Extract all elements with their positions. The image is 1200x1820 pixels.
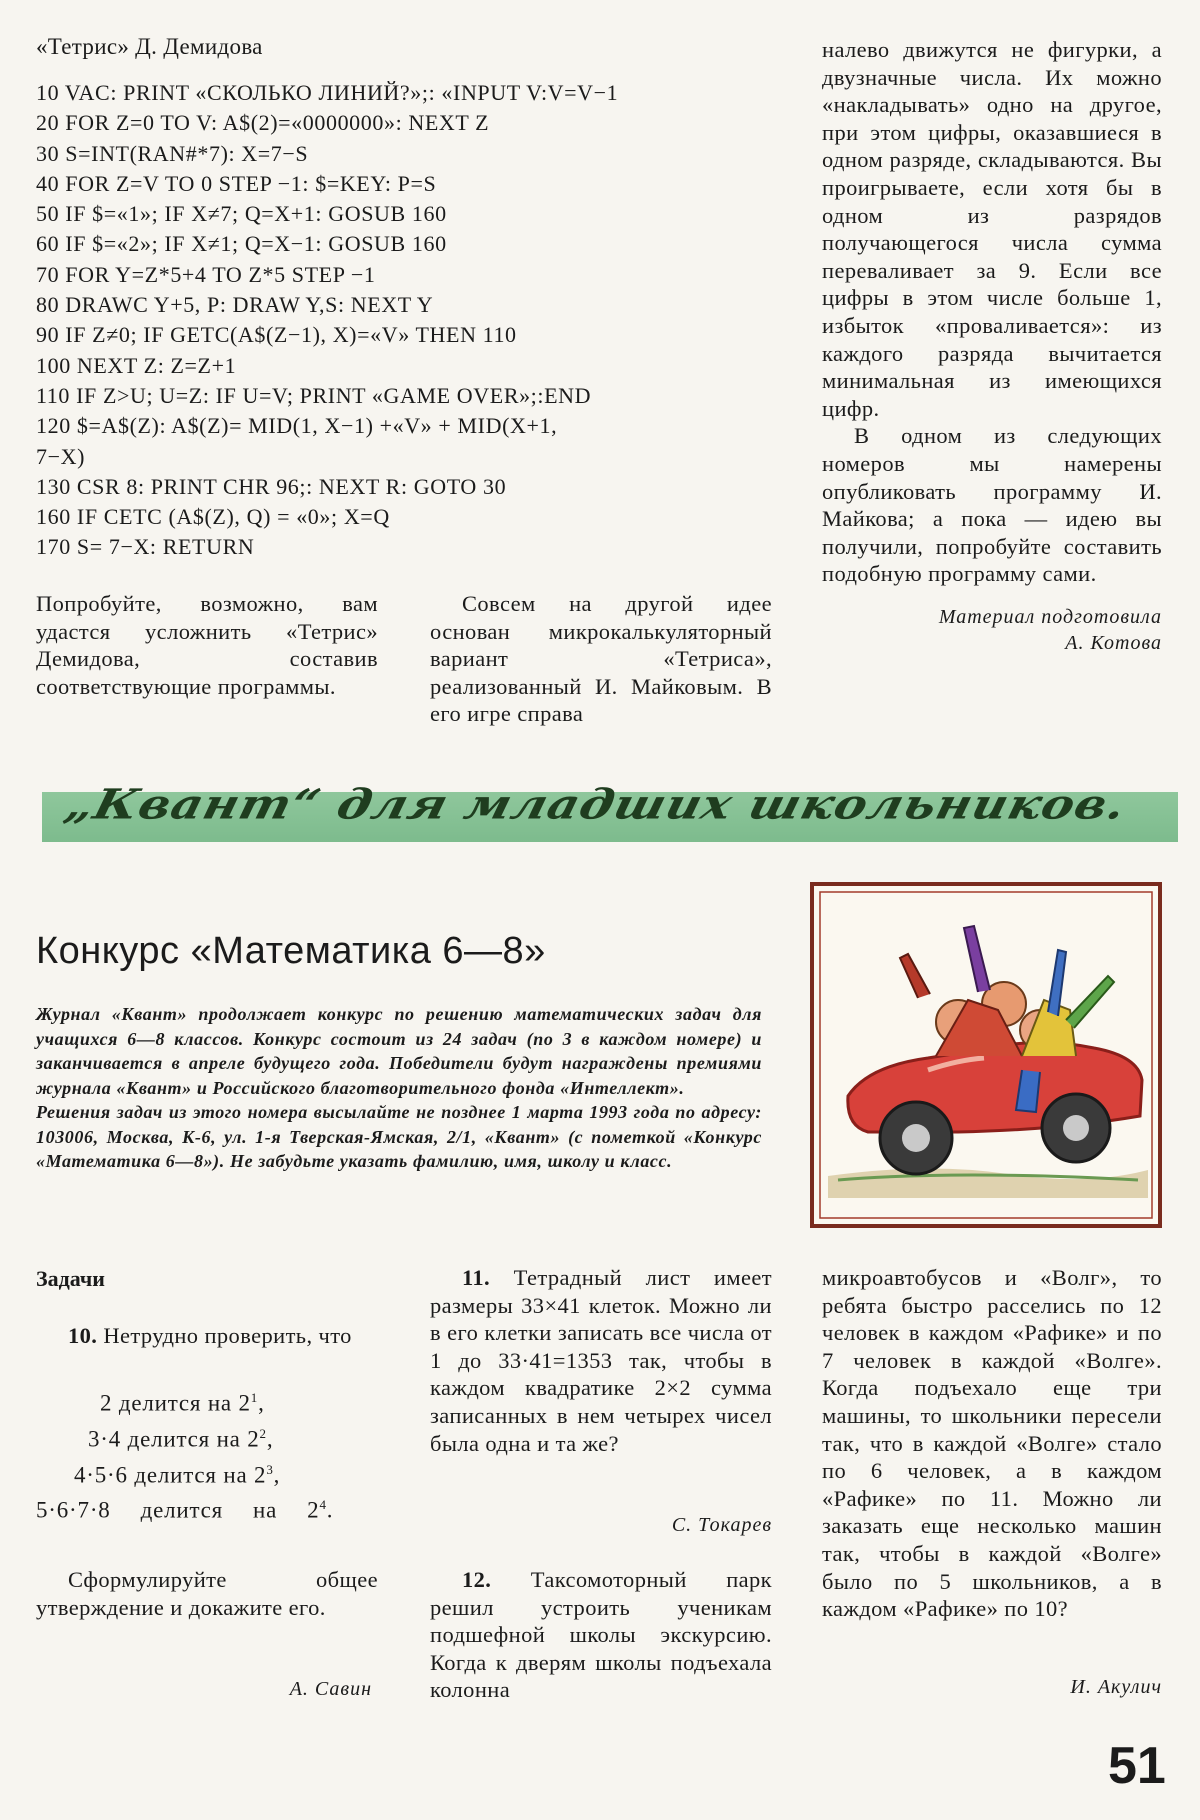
code-line: 10 VAC: PRINT «СКОЛЬКО ЛИНИЙ?»;: «INPUT V:V=V−1 <box>36 80 619 105</box>
code-line: 170 S= 7−X: RETURN <box>36 534 255 560</box>
divisibility-text: 3·4 делится на 2 <box>88 1426 260 1452</box>
code-line: 20 FOR Z=0 TO V: A$(2)=«0000000»: NEXT Z <box>36 110 490 136</box>
problem-12-continued: микроавтобусов и «Волг», то ребята быстро расселись по 12 человек в каждом «Рафике» и по 7 человек в каждой «Волге». Когда подъехало еще три машины, то школьники пересели так, что в каждой «Волге» стало по 6 человек, а в каждом «Рафике» по 11. Можно ли заказать еще несколько машин так, чтобы в каждой «Волге» было по 5 школьников, а в каждом «Рафике» по 10? <box>822 1265 1162 1622</box>
contest-address-text: Решения задач из этого номера высылайте не позднее 1 марта 1993 года по адресу: 103006, Москва, К-6, ул. 1-я Тверская-Ямская, 2/1, «Квант» (с пометкой «Конкурс «Математика 6—8»). Не забудьте указать фамилию, имя, школу и класс. <box>36 1102 762 1171</box>
code-line: 50 IF $=«1»; IF X≠7; Q=X+1: GOSUB 160 <box>36 201 447 227</box>
code-line: 100 NEXT Z: Z=Z+1 <box>36 352 237 378</box>
car-drawing <box>808 880 1164 1230</box>
code-line: 110 IF Z>U; U=Z: IF U=V; PRINT «GAME OVER»;:END <box>36 382 592 408</box>
problem-12 <box>430 1566 772 1704</box>
code-line: 70 FOR Y=Z*5+4 TO Z*5 STEP −1 <box>36 261 376 287</box>
problem-12-text: Таксомоторный парк решил устроить ученикам подшефной школы экскурсию. Когда к дверям школы подъехала колонна <box>430 1567 773 1703</box>
problem-11-number: 11. <box>462 1265 491 1290</box>
exponent: 1 <box>250 1390 259 1405</box>
contest-intro <box>36 1002 762 1174</box>
problem-11 <box>430 1264 772 1457</box>
code-line: 160 IF CETC (A$(Z), Q) = «0»; X=Q <box>36 504 390 530</box>
exponent: 3 <box>266 1462 274 1477</box>
punctuation: . <box>326 1497 334 1523</box>
problem-11-author: С. Токарев <box>671 1514 772 1536</box>
contest-intro-text: Журнал «Квант» продолжает конкурс по решению математических задач для учащихся 6—8 классов. Конкурс состоит из 24 задач (по 3 в каждом номере) и заканчивается в апреле будущего года. Победители будут награждены премиями журнала «Квант» и Российского благотворительного фонда «Интеллект». <box>36 1004 762 1098</box>
program-listing <box>36 78 776 563</box>
problem-10-task: Сформулируйте общее утверждение и докажите его. <box>36 1567 378 1620</box>
code-line: 130 CSR 8: PRINT CHR 96;: NEXT R: GOTO 30 <box>36 473 507 499</box>
code-line: 80 DRAWC Y+5, P: DRAW Y,S: NEXT Y <box>36 292 434 318</box>
problem-12-number: 12. <box>462 1567 492 1592</box>
maikov-paragraph: Совсем на другой идее основан микрокалькуляторный вариант «Тетриса», реализованный И. Майковым. В его игре справа <box>430 591 772 727</box>
divisibility-text: 2 делится на 2 <box>100 1390 251 1416</box>
exponent: 4 <box>319 1497 327 1512</box>
children-car-illustration <box>808 880 1164 1230</box>
credit-author: А. Котова <box>1065 631 1162 654</box>
code-line: 90 IF Z≠0; IF GETC(A$(Z−1), X)=«V» THEN 110 <box>36 322 517 348</box>
section-banner-title: „Квант“ для младших школьников. <box>60 780 1132 829</box>
problem-10-text: Нетрудно проверить, что <box>103 1323 352 1348</box>
punctuation: , <box>266 1426 274 1452</box>
publish-paragraph: В одном из следующих номеров мы намерены опубликовать программу И. Майкова; а пока — идею вы получили, попробуйте составить подобную программу сами. <box>822 423 1162 587</box>
contest-title: Конкурс «Математика 6—8» <box>36 930 546 972</box>
program-title: «Тетрис» Д. Демидова <box>36 34 263 59</box>
divisibility-line <box>36 1487 378 1529</box>
maikov-game-paragraph: налево движутся не фигурки, а двузначные числа. Их можно «накладывать» одно на другое, при этом цифры, оказавшиеся в одном разряде, складываются. Вы проигрываете, если хотя бы в одном из разрядов получающегося числа сумма переваливает за 9. Если все цифры в этом числе больше 1, избыток «проваливается»: из каждого разряда вычитается минимальная из имеющихся цифр. <box>822 37 1162 421</box>
divisibility-word: на <box>253 1497 278 1523</box>
divisibility-text: 4·5·6 делится на 2 <box>74 1462 267 1488</box>
punctuation: , <box>258 1390 265 1416</box>
divisibility-base: 2 <box>307 1497 320 1523</box>
problem-11-text: Тетрадный лист имеет размеры 33×41 клеток. Можно ли в его клетки записать все числа от 1 до 33·41=1353 так, чтобы в каждом квадратике 2×2 сумма записанных в нем четырех чисел была одна и та же? <box>430 1265 772 1456</box>
divisibility-product: 5·6·7·8 <box>36 1497 111 1523</box>
code-line: 30 S=INT(RAN#*7): X=7−S <box>36 140 309 166</box>
credit-line: Материал подготовила <box>938 605 1162 628</box>
divisibility-word: делится <box>140 1497 223 1523</box>
problem-10 <box>36 1322 378 1350</box>
problem-10-number: 10. <box>68 1323 98 1348</box>
try-paragraph: Попробуйте, возможно, вам удастся усложнить «Тетрис» Демидова, составив соответствующие программы. <box>36 591 378 699</box>
code-line: 7−X) <box>36 443 86 469</box>
problem-12-author: И. Акулич <box>1070 1676 1162 1698</box>
code-line: 120 $=A$(Z): A$(Z)= MID(1, X−1) +«V» + MID(X+1, <box>36 413 558 439</box>
tasks-heading: Задачи <box>36 1266 105 1291</box>
code-line: 40 FOR Z=V TO 0 STEP −1: $=KEY: P=S <box>36 170 437 196</box>
code-line: 60 IF $=«2»; IF X≠1; Q=X−1: GOSUB 160 <box>36 231 447 257</box>
problem-10-author: А. Савин <box>289 1678 372 1700</box>
punctuation: , <box>273 1462 281 1488</box>
right-column <box>822 36 1162 656</box>
page-number: 51 <box>1108 1737 1166 1795</box>
exponent: 2 <box>259 1426 267 1441</box>
